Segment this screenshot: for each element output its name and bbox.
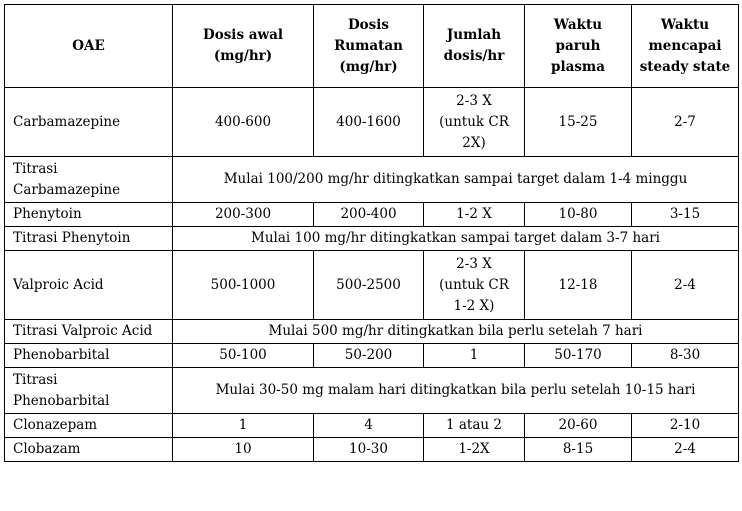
header-steady-state: Waktu mencapai steady state: [632, 5, 739, 88]
drug-name-cell: Titrasi Carbamazepine: [5, 157, 173, 203]
titration-text-cell: Mulai 30-50 mg malam hari ditingkatkan bila perlu setelah 10-15 hari: [173, 368, 739, 414]
header-oae: OAE: [5, 5, 173, 88]
titration-row: [5, 227, 739, 251]
drug-name-cell: Valproic Acid: [5, 251, 173, 320]
steady-state-cell: 2-7: [632, 88, 739, 157]
waktu-paruh-cell: 10-80: [525, 203, 632, 227]
steady-state-cell: 8-30: [632, 344, 739, 368]
drug-name-cell: Phenobarbital: [5, 344, 173, 368]
drug-row: [5, 414, 739, 438]
dosis-rumatan-cell: 50-200: [314, 344, 424, 368]
drug-name-cell: Clobazam: [5, 438, 173, 462]
titration-row: [5, 157, 739, 203]
drug-row: [5, 88, 739, 157]
steady-state-cell: 2-4: [632, 251, 739, 320]
header-dosis-awal: Dosis awal (mg/hr): [173, 5, 314, 88]
titration-text-cell: Mulai 500 mg/hr ditingkatkan bila perlu setelah 7 hari: [173, 320, 739, 344]
dosis-awal-cell: 400-600: [173, 88, 314, 157]
drug-name-cell: Titrasi Valproic Acid: [5, 320, 173, 344]
drug-name-cell: Titrasi Phenytoin: [5, 227, 173, 251]
drug-row: [5, 438, 739, 462]
drug-name-cell: Clonazepam: [5, 414, 173, 438]
jumlah-dosis-cell: 2-3 X (untuk CR 2X): [424, 88, 525, 157]
dosis-awal-cell: 50-100: [173, 344, 314, 368]
titration-row: [5, 320, 739, 344]
header-jumlah-dosis: Jumlah dosis/hr: [424, 5, 525, 88]
waktu-paruh-cell: 15-25: [525, 88, 632, 157]
dosis-rumatan-cell: 400-1600: [314, 88, 424, 157]
drug-row: [5, 344, 739, 368]
titration-text-cell: Mulai 100 mg/hr ditingkatkan sampai target dalam 3-7 hari: [173, 227, 739, 251]
waktu-paruh-cell: 12-18: [525, 251, 632, 320]
drug-name-cell: Phenytoin: [5, 203, 173, 227]
steady-state-cell: 2-10: [632, 414, 739, 438]
dosis-awal-cell: 500-1000: [173, 251, 314, 320]
dosis-rumatan-cell: 500-2500: [314, 251, 424, 320]
drug-name-cell: Carbamazepine: [5, 88, 173, 157]
dosis-awal-cell: 200-300: [173, 203, 314, 227]
dosis-rumatan-cell: 4: [314, 414, 424, 438]
drug-row: [5, 203, 739, 227]
titration-row: [5, 368, 739, 414]
jumlah-dosis-cell: 2-3 X (untuk CR 1-2 X): [424, 251, 525, 320]
titration-text-cell: Mulai 100/200 mg/hr ditingkatkan sampai target dalam 1-4 minggu: [173, 157, 739, 203]
drug-row: [5, 251, 739, 320]
header-row: [5, 5, 739, 88]
jumlah-dosis-cell: 1 atau 2: [424, 414, 525, 438]
waktu-paruh-cell: 20-60: [525, 414, 632, 438]
document-page: [4, 4, 739, 462]
header-dosis-rumatan: Dosis Rumatan (mg/hr): [314, 5, 424, 88]
oae-dosage-table: [4, 4, 739, 462]
jumlah-dosis-cell: 1-2 X: [424, 203, 525, 227]
waktu-paruh-cell: 8-15: [525, 438, 632, 462]
jumlah-dosis-cell: 1-2X: [424, 438, 525, 462]
header-waktu-paruh: Waktu paruh plasma: [525, 5, 632, 88]
steady-state-cell: 3-15: [632, 203, 739, 227]
steady-state-cell: 2-4: [632, 438, 739, 462]
drug-name-cell: Titrasi Phenobarbital: [5, 368, 173, 414]
table-body: [5, 88, 739, 462]
dosis-awal-cell: 1: [173, 414, 314, 438]
dosis-rumatan-cell: 10-30: [314, 438, 424, 462]
dosis-rumatan-cell: 200-400: [314, 203, 424, 227]
jumlah-dosis-cell: 1: [424, 344, 525, 368]
dosis-awal-cell: 10: [173, 438, 314, 462]
waktu-paruh-cell: 50-170: [525, 344, 632, 368]
